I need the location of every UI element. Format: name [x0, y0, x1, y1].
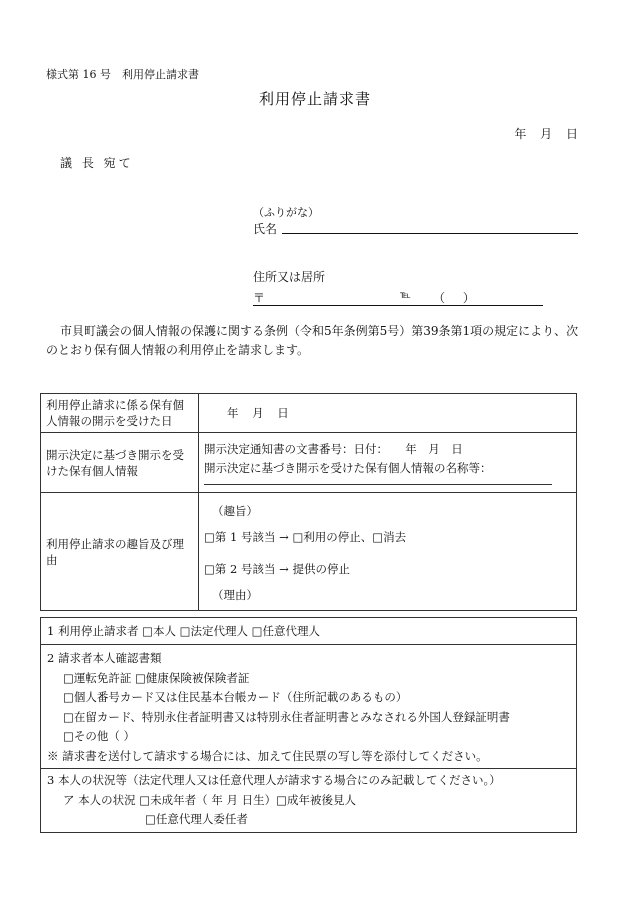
purpose-reason-cell[interactable]: [199, 493, 577, 611]
table-row: [41, 493, 577, 611]
id-doc-option[interactable]: □個人番号カード又は住民基本台帳カード（住所記載のあるもの）: [63, 690, 408, 704]
id-doc-option[interactable]: □その他（ ）: [63, 729, 136, 743]
address-label: 住所又は居所: [253, 270, 326, 284]
disclosure-date-label: 利用停止請求に係る保有個人情報の開示を受けた日: [41, 394, 199, 433]
id-documents-title: 2 請求者本人確認書類: [47, 651, 162, 665]
principal-status-cell: [41, 769, 577, 833]
name-field-line[interactable]: [282, 233, 578, 234]
name-label: 氏名: [253, 222, 278, 236]
voluntary-agent-option[interactable]: □任意代理人委任者: [145, 812, 248, 826]
document-title: 利用停止請求書: [258, 90, 371, 108]
option-clause-1[interactable]: □第 1 号該当 → □利用の停止、□消去: [204, 530, 407, 544]
postal-mark: 〒: [253, 291, 266, 305]
disclosure-date-field[interactable]: 年 月 日: [199, 394, 577, 433]
request-statement: 市貝町議会の個人情報の保護に関する条例（令和5年条例第5号）第39条第1項の規定により、次のとおり保有個人情報の利用停止を請求します。: [46, 324, 579, 357]
form-number: 様式第 16 号 利用停止請求書: [46, 68, 199, 81]
purpose-heading: （趣旨）: [212, 504, 258, 518]
option-clause-2[interactable]: □第 2 号該当 → 提供の停止: [204, 562, 350, 576]
table-row: [41, 645, 577, 769]
address-field-line[interactable]: [253, 305, 543, 306]
tel-area-code: （ ）: [433, 291, 475, 305]
request-detail-table: [40, 393, 577, 611]
recipient: 議 長 宛て: [60, 156, 134, 170]
table-row: [41, 618, 577, 645]
mail-request-note: ※ 請求書を送付して請求する場合には、加えて住民票の写し等を添付してください。: [47, 748, 488, 763]
info-name-field-line[interactable]: [204, 484, 552, 485]
info-name-line: 開示決定に基づき開示を受けた保有個人情報の名称等：: [204, 461, 492, 475]
reason-heading: （理由）: [212, 588, 258, 602]
tel-mark: ℡: [400, 290, 411, 301]
id-doc-option[interactable]: □運転免許証 □健康保険被保険者証: [63, 670, 250, 685]
table-row: [41, 433, 577, 493]
table-row: [41, 769, 577, 833]
applicant-info-table: [40, 617, 577, 833]
purpose-reason-label: 利用停止請求の趣旨及び理由: [41, 493, 199, 611]
requester-type-row[interactable]: 1 利用停止請求者 □本人 □法定代理人 □任意代理人: [41, 618, 577, 645]
furigana-label: （ふりがな）: [253, 206, 319, 219]
principal-status-options[interactable]: ア 本人の状況 □未成年者（ 年 月 日生）□成年被後見人: [63, 792, 357, 807]
disclosed-info-label: 開示決定に基づき開示を受けた保有個人情報: [41, 433, 199, 493]
id-doc-option[interactable]: □在留カード、特別永住者証明書又は特別永住者証明書とみなされる外国人登録証明書: [63, 709, 510, 724]
principal-status-title: 3 本人の状況等（法定代理人又は任意代理人が請求する場合にのみ記載してください。）: [47, 773, 501, 787]
notice-number-line: 開示決定通知書の文書番号：日付： 年 月 日: [204, 442, 463, 456]
disclosed-info-cell[interactable]: [199, 433, 577, 493]
request-date: 年 月 日: [514, 127, 578, 141]
table-row: [41, 394, 577, 433]
id-documents-cell: [41, 645, 577, 769]
